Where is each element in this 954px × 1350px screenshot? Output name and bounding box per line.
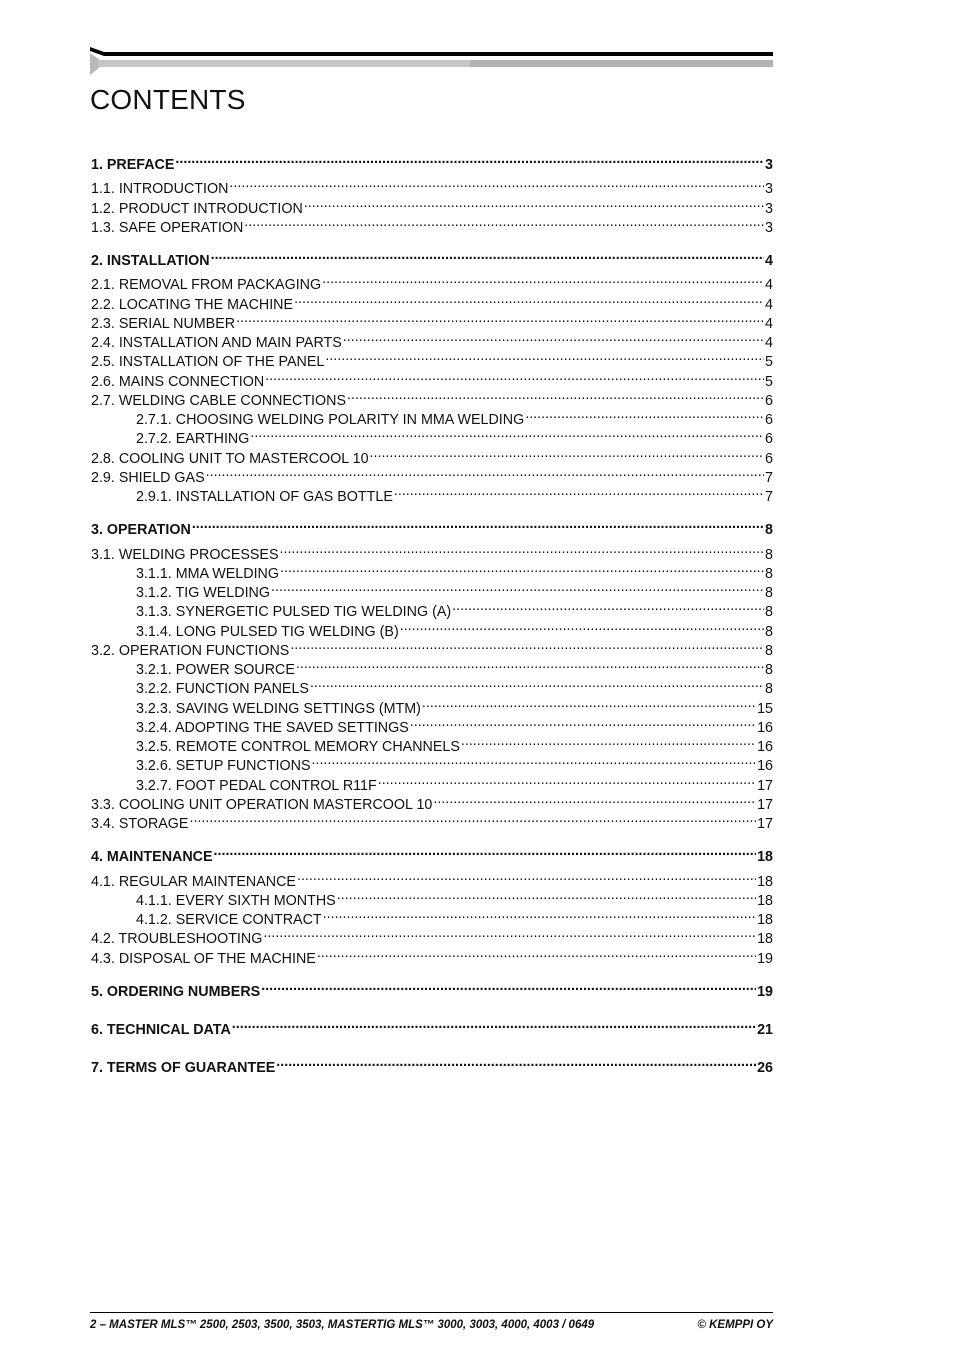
toc-entry[interactable] xyxy=(91,924,773,948)
page-title: CONTENTS xyxy=(90,84,246,115)
toc-entry-label: 2.4. INSTALLATION AND MAIN PARTS xyxy=(91,335,342,351)
toc-entry[interactable] xyxy=(91,367,773,390)
toc-entry-page: 5 xyxy=(765,373,773,390)
toc-entry-label: 4.2. TROUBLESHOOTING xyxy=(91,931,263,948)
toc-entry-page: 16 xyxy=(757,719,773,736)
toc-entry-page: 7 xyxy=(765,489,773,505)
toc-entry-page: 8 xyxy=(765,604,773,621)
toc-entry-page: 4 xyxy=(765,335,773,351)
toc-entry-page: 18 xyxy=(757,849,773,866)
toc-entry-label: 3.2. OPERATION FUNCTIONS xyxy=(91,642,290,659)
toc-entry-label: 4. MAINTENANCE xyxy=(91,849,213,866)
toc-entry[interactable] xyxy=(91,540,773,563)
toc-entry[interactable] xyxy=(136,751,773,775)
toc-entry-page: 8 xyxy=(765,642,773,659)
toc-chapter-entry[interactable] xyxy=(91,842,773,866)
header-black-rule xyxy=(104,52,773,56)
toc-entry[interactable] xyxy=(91,213,773,236)
toc-entry-page: 16 xyxy=(757,739,773,755)
toc-dot-leader xyxy=(263,924,756,943)
toc-entry-page: 4 xyxy=(765,253,773,269)
toc-entry-page: 8 xyxy=(765,546,773,563)
toc-entry[interactable] xyxy=(91,867,773,890)
toc-dot-leader xyxy=(297,867,756,886)
toc-entry-page: 6 xyxy=(765,450,773,467)
toc-dot-leader xyxy=(265,367,764,386)
toc-entry-page: 4 xyxy=(765,277,773,294)
toc-dot-leader xyxy=(206,463,764,482)
toc-entry-label: 3.1.3. SYNERGETIC PULSED TIG WELDING (A) xyxy=(136,604,452,621)
toc-chapter-entry[interactable] xyxy=(91,150,773,173)
toc-entry-page: 15 xyxy=(757,700,773,717)
toc-dot-leader xyxy=(244,213,764,232)
toc-dot-leader xyxy=(211,246,764,265)
toc-dot-leader xyxy=(337,886,756,905)
toc-entry-page: 3 xyxy=(765,181,773,198)
toc-entry-label: 3.4. STORAGE xyxy=(91,816,189,832)
toc-entry-label: 2.6. MAINS CONNECTION xyxy=(91,373,265,390)
toc-entry-page: 3 xyxy=(765,157,773,173)
toc-entry-label: 2.2. LOCATING THE MACHINE xyxy=(91,296,294,313)
toc-entry-page: 7 xyxy=(765,469,773,486)
toc-entry[interactable] xyxy=(136,655,773,678)
toc-entry-label: 2.1. REMOVAL FROM PACKAGING xyxy=(91,277,322,294)
toc-dot-leader xyxy=(433,790,756,809)
toc-dot-leader xyxy=(312,751,757,770)
toc-entry[interactable] xyxy=(91,194,773,217)
toc-entry-label: 1.2. PRODUCT INTRODUCTION xyxy=(91,200,303,217)
toc-entry-label: 2.7.1. CHOOSING WELDING POLARITY IN MMA WELDING xyxy=(136,412,525,428)
toc-dot-leader xyxy=(236,309,764,328)
toc-entry[interactable] xyxy=(136,694,773,717)
toc-dot-leader xyxy=(378,771,756,790)
toc-entry[interactable] xyxy=(91,463,773,486)
toc-entry-label: 2.9.1. INSTALLATION OF GAS BOTTLE xyxy=(136,489,393,505)
toc-entry[interactable] xyxy=(136,617,773,640)
toc-entry-page: 4 xyxy=(765,315,773,332)
toc-dot-leader xyxy=(280,559,764,578)
toc-entry[interactable] xyxy=(136,597,773,621)
toc-dot-leader xyxy=(175,150,764,169)
toc-entry-page: 18 xyxy=(757,892,773,909)
toc-dot-leader xyxy=(232,1015,756,1034)
toc-entry-page: 18 xyxy=(757,873,773,890)
toc-dot-leader xyxy=(347,386,764,405)
footer-rule xyxy=(90,1312,773,1313)
toc-entry[interactable] xyxy=(136,713,773,736)
header-decoration xyxy=(90,45,773,75)
toc-entry-label: 3.2.5. REMOTE CONTROL MEMORY CHANNELS xyxy=(136,739,460,755)
toc-entry-page: 26 xyxy=(757,1060,773,1077)
toc-entry[interactable] xyxy=(91,444,773,467)
toc-dot-leader xyxy=(280,540,765,559)
toc-entry[interactable] xyxy=(91,347,773,371)
toc-entry-label: 5. ORDERING NUMBERS xyxy=(91,983,261,1000)
toc-dot-leader xyxy=(276,1053,756,1072)
toc-entry[interactable] xyxy=(136,771,773,794)
toc-entry-label: 2.9. SHIELD GAS xyxy=(91,469,205,486)
toc-entry-label: 4.3. DISPOSAL OF THE MACHINE xyxy=(91,950,316,967)
toc-entry-page: 8 xyxy=(765,681,773,698)
toc-dot-leader xyxy=(322,270,764,289)
toc-entry-page: 17 xyxy=(757,816,773,832)
toc-entry[interactable] xyxy=(136,559,773,582)
toc-dot-leader xyxy=(343,328,764,347)
toc-entry[interactable] xyxy=(136,732,773,755)
toc-entry-label: 3.2.6. SETUP FUNCTIONS xyxy=(136,758,311,775)
toc-entry-label: 4.1.1. EVERY SIXTH MONTHS xyxy=(136,892,336,909)
toc-entry-label: 3. OPERATION xyxy=(91,522,191,539)
toc-chapter-entry[interactable] xyxy=(91,977,773,1000)
toc-entry[interactable] xyxy=(136,674,773,698)
toc-chapter-entry[interactable] xyxy=(91,515,773,539)
toc-entry-label: 3.1.2. TIG WELDING xyxy=(136,585,271,601)
toc-entry[interactable] xyxy=(91,174,773,198)
toc-entry-page: 3 xyxy=(765,200,773,217)
toc-dot-leader xyxy=(229,174,764,193)
toc-dot-leader xyxy=(325,347,764,366)
toc-chapter-entry[interactable] xyxy=(91,1015,773,1038)
toc-entry[interactable] xyxy=(136,424,773,448)
toc-entry-page: 8 xyxy=(765,623,773,640)
toc-entry-label: 6. TECHNICAL DATA xyxy=(91,1022,231,1038)
toc-dot-leader xyxy=(310,674,764,693)
toc-entry-page: 8 xyxy=(765,585,773,601)
toc-entry-label: 1.1. INTRODUCTION xyxy=(91,181,229,198)
toc-dot-leader xyxy=(189,809,756,828)
toc-entry-label: 1. PREFACE xyxy=(91,157,175,173)
toc-entry[interactable] xyxy=(91,790,773,813)
toc-entry-page: 6 xyxy=(765,392,773,409)
toc-dot-leader xyxy=(296,655,764,674)
toc-entry-page: 3 xyxy=(765,219,773,236)
toc-entry[interactable] xyxy=(91,809,773,832)
toc-dot-leader xyxy=(410,713,756,732)
toc-dot-leader xyxy=(271,578,764,597)
toc-entry-page: 21 xyxy=(757,1022,773,1038)
toc-entry-label: 3.2.2. FUNCTION PANELS xyxy=(136,681,309,698)
toc-entry-label: 3.1. WELDING PROCESSES xyxy=(91,546,279,563)
toc-entry-label: 2.7. WELDING CABLE CONNECTIONS xyxy=(91,392,347,409)
header-grey-rule-dark xyxy=(470,60,773,67)
toc-entry-page: 6 xyxy=(765,431,773,448)
toc-entry-page: 19 xyxy=(757,950,773,967)
toc-entry-label: 1.3. SAFE OPERATION xyxy=(91,219,244,236)
toc-entry-label: 2. INSTALLATION xyxy=(91,253,210,269)
toc-entry-page: 18 xyxy=(757,912,773,928)
toc-entry-page: 8 xyxy=(765,662,773,678)
toc-dot-leader xyxy=(317,944,756,963)
toc-entry[interactable] xyxy=(91,944,773,967)
toc-entry-label: 3.2.3. SAVING WELDING SETTINGS (MTM) xyxy=(136,700,421,717)
toc-entry-page: 4 xyxy=(765,296,773,313)
toc-dot-leader xyxy=(461,732,756,751)
toc-dot-leader xyxy=(250,424,764,443)
toc-entry[interactable] xyxy=(136,405,773,428)
toc-entry[interactable] xyxy=(136,482,773,505)
toc-entry[interactable] xyxy=(136,886,773,909)
toc-entry-label: 2.7.2. EARTHING xyxy=(136,431,250,448)
toc-dot-leader xyxy=(394,482,764,501)
footer-copyright: © KEMPPI OY xyxy=(697,1319,773,1331)
toc-dot-leader xyxy=(422,694,756,713)
toc-entry-label: 3.2.4. ADOPTING THE SAVED SETTINGS xyxy=(136,719,409,736)
toc-entry-page: 19 xyxy=(757,983,773,1000)
toc-entry-page: 16 xyxy=(757,758,773,775)
toc-entry-label: 7. TERMS OF GUARANTEE xyxy=(91,1060,276,1077)
toc-entry-page: 18 xyxy=(757,931,773,948)
toc-entry-label: 2.8. COOLING UNIT TO MASTERCOOL 10 xyxy=(91,450,369,467)
toc-entry-page: 17 xyxy=(757,777,773,794)
toc-dot-leader xyxy=(323,905,756,924)
toc-entry-label: 4.1.2. SERVICE CONTRACT xyxy=(136,912,322,928)
toc-dot-leader xyxy=(304,194,764,213)
toc-chapter-entry[interactable] xyxy=(91,246,773,269)
toc-entry-label: 3.2.7. FOOT PEDAL CONTROL R11F xyxy=(136,777,377,794)
toc-dot-leader xyxy=(290,636,764,655)
toc-entry-label: 3.2.1. POWER SOURCE xyxy=(136,662,295,678)
toc-entry[interactable] xyxy=(136,578,773,601)
toc-dot-leader xyxy=(525,405,764,424)
toc-entry-label: 3.1.4. LONG PULSED TIG WELDING (B) xyxy=(136,623,399,640)
toc-entry[interactable] xyxy=(91,270,773,294)
toc-entry-label: 3.1.1. MMA WELDING xyxy=(136,565,280,582)
toc-chapter-entry[interactable] xyxy=(91,1053,773,1077)
toc-dot-leader xyxy=(261,977,756,996)
toc-entry-label: 3.3. COOLING UNIT OPERATION MASTERCOOL 10 xyxy=(91,796,433,813)
toc-dot-leader xyxy=(370,444,765,463)
toc-entry-page: 17 xyxy=(757,796,773,813)
toc-dot-leader xyxy=(400,617,764,636)
toc-entry[interactable] xyxy=(91,386,773,409)
footer-document-title: 2 – MASTER MLS™ 2500, 2503, 3500, 3503, MASTERTIG MLS™ 3000, 3003, 4000, 4003 / 0649 xyxy=(90,1319,595,1331)
toc-dot-leader xyxy=(294,290,764,309)
toc-entry-page: 5 xyxy=(765,354,773,371)
toc-entry[interactable] xyxy=(91,309,773,332)
toc-entry-label: 4.1. REGULAR MAINTENANCE xyxy=(91,873,296,890)
toc-entry-label: 2.3. SERIAL NUMBER xyxy=(91,315,236,332)
toc-dot-leader xyxy=(192,515,764,534)
toc-entry-page: 8 xyxy=(765,522,773,539)
toc-entry-label: 2.5. INSTALLATION OF THE PANEL xyxy=(91,354,325,371)
toc-entry[interactable] xyxy=(91,636,773,659)
toc-entry-page: 8 xyxy=(765,565,773,582)
toc-dot-leader xyxy=(214,842,757,861)
toc-entry[interactable] xyxy=(91,328,773,351)
toc-entry[interactable] xyxy=(91,290,773,313)
toc-dot-leader xyxy=(452,597,764,616)
toc-entry-page: 6 xyxy=(765,412,773,428)
toc-entry[interactable] xyxy=(136,905,773,928)
